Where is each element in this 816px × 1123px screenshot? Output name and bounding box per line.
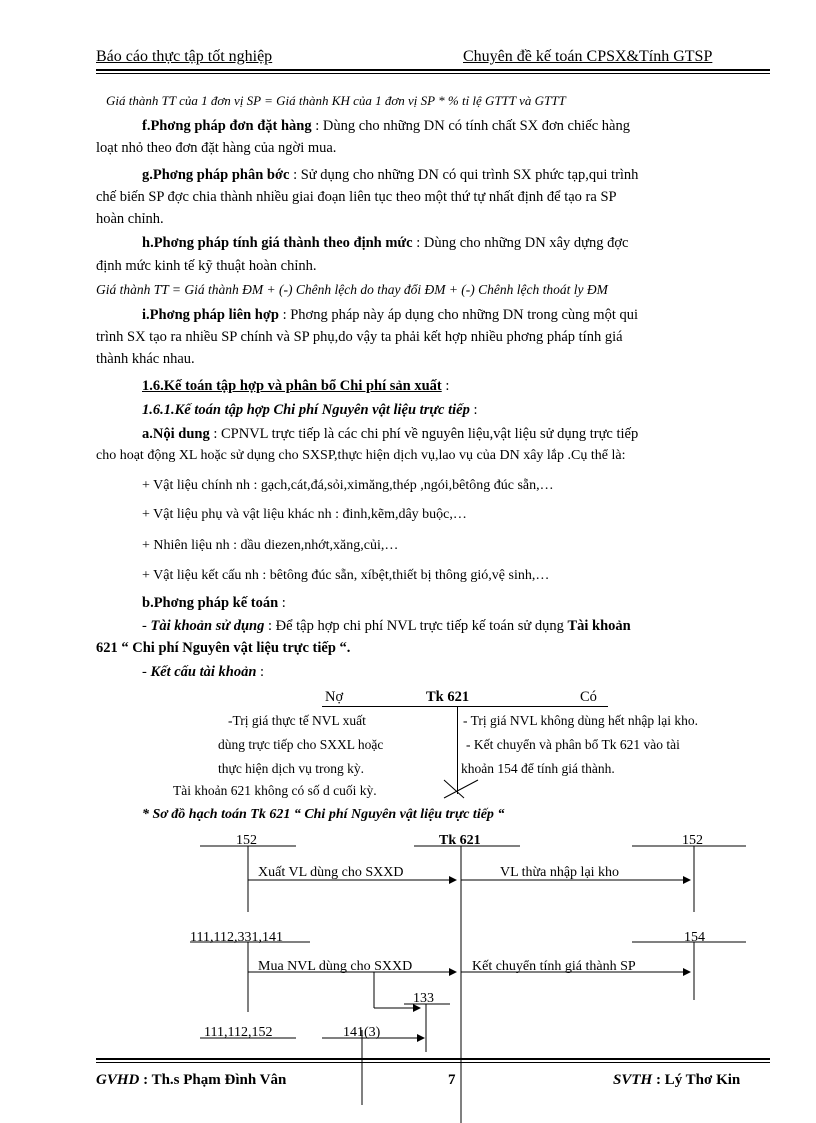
- t-right-1: - Trị giá NVL không dùng hết nhập lại kho.: [463, 713, 698, 728]
- section-i-line3: thành khác nhau.: [96, 351, 195, 367]
- structure-suffix: :: [256, 664, 265, 680]
- section-i-line2: trình SX tạo ra nhiều SP chính và SP phụ,do vậy ta phải kết hợp nhiều phơng pháp tính giá: [96, 329, 623, 345]
- diag-acc-133: 133: [413, 991, 434, 1006]
- heading-1-6-title: 1.6.Kế toán tập hợp và phân bổ Chi phí sản xuất: [142, 378, 442, 394]
- bullet-4: + Vật liệu kết cấu nh : bêtông đúc sẵn, xíbệt,thiết bị thông gió,vệ sinh,…: [142, 568, 550, 583]
- header-right: Chuyên đề kế toán CPSX&Tính GTSP: [463, 48, 713, 65]
- structure-label: Kết cấu tài khoản: [150, 664, 257, 680]
- t-left-2: dùng trực tiếp cho SXXL hoặc: [218, 737, 384, 752]
- heading-1-6-1-suffix: :: [469, 402, 478, 418]
- t-account-name: Tk 621: [426, 689, 470, 705]
- structure-dash: -: [142, 664, 151, 680]
- section-g-text: : Sử dụng cho những DN có qui trình SX phức tạp,qui trình: [289, 167, 639, 183]
- t-right-2: - Kết chuyển và phân bổ Tk 621 vào tài: [466, 737, 680, 752]
- diag-acc-154: 154: [684, 930, 705, 945]
- heading-1-6-suffix: :: [441, 378, 450, 394]
- section-a-title: a.Nội dung: [142, 426, 210, 442]
- footer-rule-thin: [96, 1062, 770, 1063]
- section-h-line2: định mức kinh tế kỹ thuật hoàn chỉnh.: [96, 258, 317, 274]
- bullet-1: + Vật liệu chính nh : gạch,cát,đá,sỏi,ximăng,thép ,ngói,bêtông đúc sẵn,…: [142, 478, 554, 493]
- diag-flow-4: Kết chuyển tính giá thành SP: [472, 959, 636, 974]
- section-i-title: i.Phơng pháp liên hợp: [142, 307, 279, 323]
- footer-svth-name: : Lý Thơ Kin: [652, 1072, 741, 1088]
- section-b-suffix: :: [278, 595, 286, 611]
- section-b-title: b.Phơng pháp kế toán: [142, 595, 279, 611]
- diagram-title-prefix: * Sơ đồ hạch toán Tk 621: [142, 807, 294, 822]
- diag-acc-111-group: 111,112,331,141: [190, 930, 283, 945]
- formula-norm-cost: Giá thành TT = Giá thành ĐM + (-) Chênh lệch do thay đổi ĐM + (-) Chênh lệch thoát ly ĐM: [96, 282, 608, 297]
- section-g-line3: hoàn chỉnh.: [96, 211, 164, 227]
- section-h-title: h.Phơng pháp tính giá thành theo định mức: [142, 235, 413, 251]
- section-f-line2: loạt nhỏ theo đơn đặt hàng của ngời mua.: [96, 140, 337, 156]
- t-account-note: Tài khoản 621 không có số d cuối kỳ.: [173, 783, 377, 798]
- diagram-title-quoted: “ Chi phí Nguyên vật liệu trực tiếp: [293, 807, 498, 822]
- header-left: Báo cáo thực tập tốt nghiệp: [96, 48, 273, 65]
- formula-unit-cost: Giá thành TT của 1 đơn vị SP = Giá thành KH của 1 đơn vị SP * % tỉ lệ GTTT và GTTT: [106, 93, 566, 108]
- heading-1-6-1-title: 1.6.1.Kế toán tập hợp Chi phí Nguyên vật liệu trực tiếp: [142, 402, 470, 418]
- diag-acc-152-left: 152: [236, 833, 257, 848]
- t-account-credit: Có: [580, 689, 597, 705]
- section-f-title: f.Phơng pháp đơn đặt hàng: [142, 118, 312, 134]
- account-used-label: Tài khoản sử dụng: [150, 618, 265, 634]
- t-account-debit: Nợ: [325, 689, 344, 705]
- section-g-title: g.Phơng pháp phân bớc: [142, 167, 290, 183]
- footer-gvhd: [96, 1072, 286, 1089]
- diag-flow-2: VL thừa nhập lại kho: [500, 865, 620, 880]
- section-f-text: : Dùng cho những DN có tính chất SX đơn chiếc hàng: [311, 118, 630, 134]
- section-i-text: : Phơng pháp này áp dụng cho những DN trong cùng một qui: [278, 307, 639, 323]
- t-left-3: thực hiện dịch vụ trong kỳ.: [218, 761, 365, 776]
- diag-acc-111-152: 111,112,152: [204, 1025, 273, 1040]
- t-left-1: -Trị giá thực tế NVL xuất: [228, 713, 366, 728]
- section-g-line2: chế biến SP đợc chia thành nhiều giai đoạn liên tục theo một thứ tự nhất định để tạo ra SP: [96, 189, 617, 205]
- footer-page-number: 7: [448, 1072, 456, 1088]
- section-a-line2: cho hoạt động XL hoặc sử dụng cho SXSP,thực hiện dịch vụ,lao vụ của DN xây lắp .Cụ thể là:: [96, 448, 626, 463]
- bullet-3: + Nhiên liệu nh : dầu diezen,nhớt,xăng,củi,…: [142, 538, 399, 553]
- diag-acc-152-right: 152: [682, 833, 703, 848]
- section-h-text: : Dùng cho những DN xây dựng đợc: [412, 235, 629, 251]
- diagram-title-suffix: “: [497, 807, 505, 822]
- account-used-dash: -: [142, 618, 151, 634]
- footer-gvhd-label: GVHD: [96, 1072, 140, 1088]
- section-a-text: : CPNVL trực tiếp là các chi phí về nguyên liệu,vật liệu sử dụng trực tiếp: [209, 426, 639, 442]
- account-used-text: : Để tập hợp chi phí NVL trực tiếp kế toán sử dụng: [264, 618, 568, 634]
- footer-gvhd-name: : Th.s Phạm Đình Vân: [139, 1072, 287, 1088]
- footer-svth: [613, 1072, 740, 1089]
- footer-svth-label: SVTH: [613, 1072, 653, 1088]
- diag-acc-tk621: Tk 621: [439, 833, 481, 848]
- account-used-line2: 621 “ Chi phí Nguyên vật liệu trực tiếp “.: [96, 640, 351, 656]
- diag-acc-141: 141(3): [343, 1025, 381, 1040]
- t-right-3: khoản 154 để tính giá thành.: [461, 761, 615, 776]
- bullet-2: + Vật liệu phụ và vật liệu khác nh : đinh,kẽm,dây buộc,…: [142, 507, 467, 522]
- diag-flow-1: Xuất VL dùng cho SXXD: [258, 865, 404, 880]
- account-used-bold: Tài khoản: [567, 618, 631, 634]
- diag-flow-3: Mua NVL dùng cho SXXD: [258, 959, 413, 974]
- footer-rule: [96, 1058, 770, 1060]
